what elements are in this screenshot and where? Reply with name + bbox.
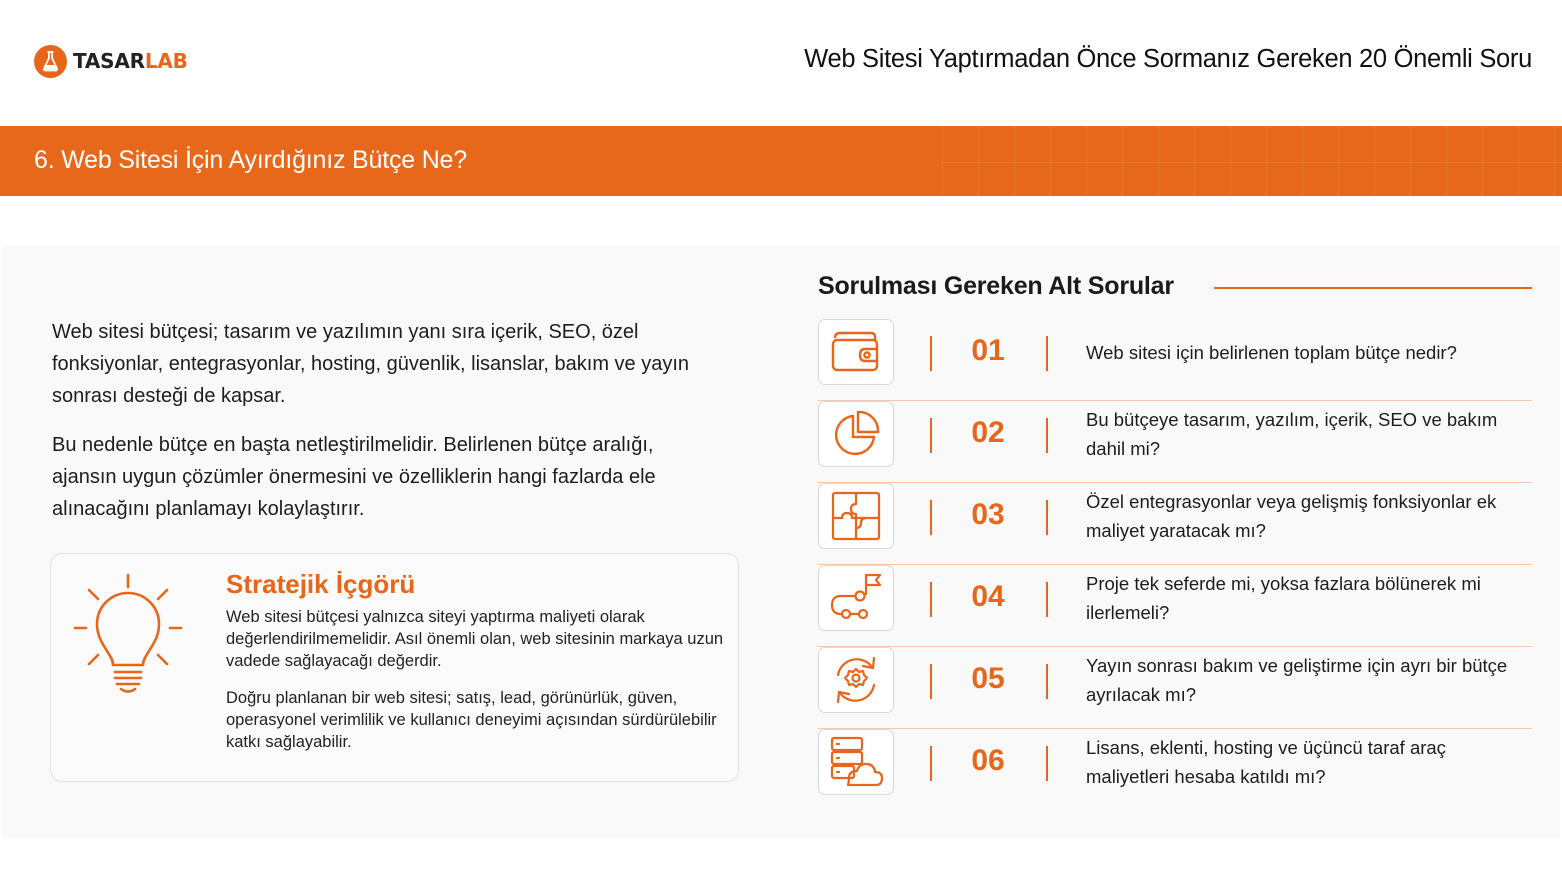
question-number: 01: [971, 334, 1005, 367]
insight-text-2: Doğru planlanan bir web sitesi; satış, lead, görünürlük, güven, operasyonel verimlilik ve kullanıcı deneyimi açısından sürdürülebilir katkı sağlayabilir.: [226, 689, 717, 751]
question-text: Proje tek seferde mi, yoksa fazlara bölünerek mi ilerlemeli?: [1086, 573, 1481, 623]
intro-paragraph-1: Web sitesi bütçesi; tasarım ve yazılımın yanı sıra içerik, SEO, özel fonksiyonlar, entegrasyonlar, hosting, güvenlik, lisanslar, bakım ve yayın sonrası desteği de kapsar.: [52, 321, 690, 407]
question-number: 03: [971, 498, 1005, 531]
question-row: [818, 401, 1532, 483]
divider-bar: [1046, 582, 1048, 617]
pie-chart-icon: [818, 401, 894, 467]
question-number: 06: [971, 744, 1005, 777]
insight-text-1: Web sitesi bütçesi yalnızca siteyi yaptırma maliyeti olarak değerlendirilmemelidir. Asıl önemli olan, web sitesinin markaya uzun vadede sağlayacağı değerdir.: [226, 608, 724, 670]
question-row: [818, 483, 1532, 565]
insight-title: Stratejik İçgörü: [226, 569, 416, 599]
divider-bar: [1046, 336, 1048, 371]
question-number: 04: [971, 580, 1005, 613]
question-text: Lisans, eklenti, hosting ve üçüncü taraf araç maliyetleri hesaba katıldı mı?: [1086, 737, 1446, 787]
brand-name-part2: LAB: [144, 49, 188, 73]
document-title: Web Sitesi Yaptırmadan Önce Sormanız Gereken 20 Önemli Soru: [804, 45, 1532, 73]
divider-bar: [1046, 746, 1048, 781]
puzzle-icon: [818, 483, 894, 549]
heading-rule: [1214, 287, 1532, 289]
divider-bar: [1046, 664, 1048, 699]
divider-bar: [930, 582, 932, 617]
divider-bar: [1046, 500, 1048, 535]
divider-bar: [930, 746, 932, 781]
band-grid-pattern: [942, 126, 1562, 196]
gear-cycle-icon: [818, 647, 894, 713]
insight-card: [50, 553, 739, 782]
question-row: [818, 729, 1532, 811]
subquestions-heading: Sorulması Gereken Alt Sorular: [818, 272, 1174, 300]
intro-paragraph-2: Bu nedenle bütçe en başta netleştirilmelidir. Belirlenen bütçe aralığı, ajansın uygun çözümler önermesini ve özelliklerin hangi fazlarda ele alınacağını planlamayı kolaylaştırır.: [52, 434, 656, 520]
brand-wordmark: [73, 49, 188, 73]
wallet-icon: [818, 319, 894, 385]
divider-bar: [930, 664, 932, 699]
question-text: Bu bütçeye tasarım, yazılım, içerik, SEO ve bakım dahil mi?: [1086, 409, 1498, 459]
lightbulb-icon: [71, 572, 186, 702]
question-row: [818, 565, 1532, 647]
question-number: 05: [971, 662, 1005, 695]
question-number: 02: [971, 416, 1005, 449]
divider-bar: [930, 418, 932, 453]
question-row: [818, 647, 1532, 729]
brand-logo[interactable]: [34, 44, 188, 78]
divider-bar: [1046, 418, 1048, 453]
server-cloud-icon: [818, 729, 894, 795]
brand-name-part1: TASAR: [73, 49, 145, 73]
question-text: Web sitesi için belirlenen toplam bütçe nedir?: [1086, 341, 1457, 363]
divider-bar: [930, 336, 932, 371]
question-text: Yayın sonrası bakım ve geliştirme için ayrı bir bütçe ayrılacak mı?: [1086, 655, 1508, 705]
roadmap-flag-icon: [818, 565, 894, 631]
divider-bar: [930, 500, 932, 535]
question-text: Özel entegrasyonlar veya gelişmiş fonksiyonlar ek maliyet yaratacak mı?: [1086, 491, 1497, 541]
question-row: [818, 319, 1532, 401]
section-title: 6. Web Sitesi İçin Ayırdığınız Bütçe Ne?: [34, 146, 467, 174]
flask-icon: [34, 45, 67, 78]
section-band: [0, 126, 1562, 196]
